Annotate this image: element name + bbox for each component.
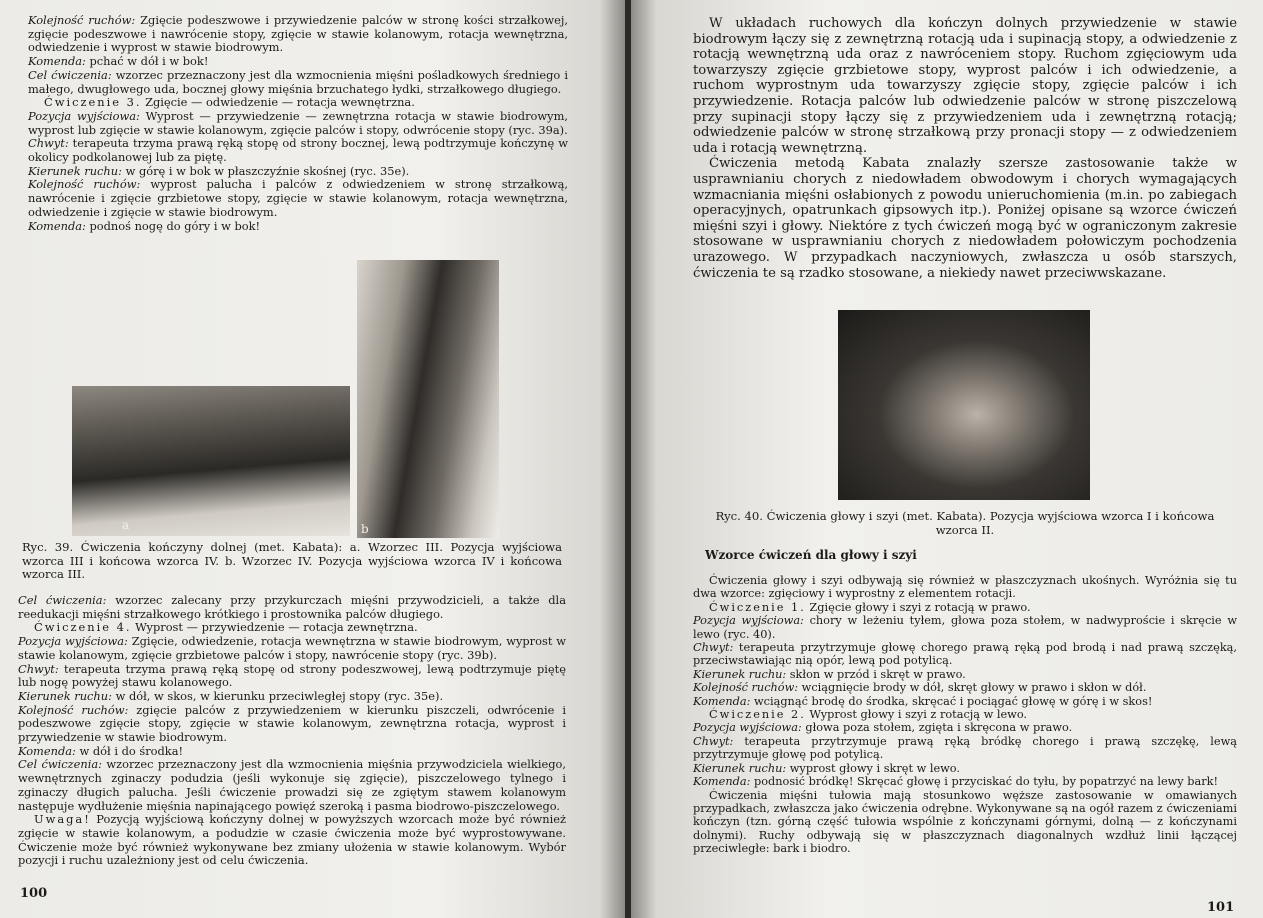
paragraph-label: Chwyt:: [18, 661, 59, 676]
paragraph-text: Zgięcie, odwiedzenie, rotacja wewnętrzna w stawie biodrowym, wyprost w stawie kolanowym, zgięcie grzbietowe palców i stopy, nawrócenie stopy (ryc. 39b).: [18, 634, 567, 662]
paragraph-text: wzorzec zalecany przy przykurczach mięśni przywodzicieli, a także dla reedukacji mięśni strzałkowego krótkiego i prostownika palców długiego.: [18, 593, 566, 621]
paragraph-text: Zgięcie głowy i szyi z rotacją w prawo.: [805, 600, 1031, 614]
paragraph-label: Ćwiczenie 2.: [709, 708, 806, 722]
paragraph-text: w dół i do środka!: [75, 743, 184, 758]
paragraph-label: Kierunek ruchu:: [28, 163, 122, 178]
paragraph-text: Wyprost — przywiedzenie — rotacja zewnętrzna.: [131, 620, 418, 635]
paragraph-text: chory w leżeniu tyłem, głowa poza stołem, w nadwyproście i skręcie w lewo (ryc. 40).: [693, 614, 1237, 641]
paragraph-label: Cel ćwiczenia:: [18, 757, 102, 772]
paragraph-label: Cel ćwiczenia:: [28, 67, 112, 82]
paragraph-text: podnoś nogę do góry i w bok!: [85, 218, 261, 233]
paragraph: [693, 762, 1237, 775]
paragraph-text: pchać w dół i w bok!: [85, 54, 209, 69]
paragraph-label: Cel ćwiczenia:: [18, 593, 107, 607]
paragraph-label: Kolejność ruchów:: [18, 702, 129, 717]
photo-40: [838, 310, 1090, 500]
paragraph-text: terapeuta trzyma prawą ręką stopę od strony bocznej, lewą podtrzymuje kończynę w okolicy podkolanowej lub za piętę.: [28, 136, 568, 165]
paragraph: [28, 14, 568, 55]
paragraph-text: wzorzec przeznaczony jest dla wzmocnienia mięśnia przywodziciela wielkiego, wewnętrznych zginaczy podudzia (jeśli wykonuje się zgięcie), piszczelowego tylnego i zginaczy długich palucha. Jeśli ćwiczenie prowadzi się ze zgiętym stawem kolanowym następuje wydłużenie mięśnia napinającego powięź szeroką i pasma biodrowo-piszczelowego.: [18, 757, 566, 813]
right-page: [631, 0, 1263, 918]
paragraph: [693, 695, 1237, 708]
paragraph: [18, 745, 566, 759]
paragraph-label: Komenda:: [28, 54, 86, 69]
paragraph: [693, 789, 1237, 856]
paragraph: [28, 110, 568, 137]
paragraph-text: w górę i w bok w płaszczyźnie skośnej (ryc. 35e).: [121, 163, 410, 178]
paragraph: [18, 635, 566, 662]
paragraph: [18, 704, 566, 745]
paragraph: [18, 758, 566, 813]
photo-39b: [357, 260, 499, 538]
page-number-right: 101: [1207, 900, 1235, 915]
paragraph-label: Kolejność ruchów:: [28, 13, 136, 27]
paragraph-text: wciągnąć brodę do środka, skręcać i pociągać głowę w górę i w skos!: [750, 694, 1153, 708]
paragraph-label: Kierunek ruchu:: [693, 667, 787, 681]
paragraph-text: terapeuta przytrzymuje prawą ręką bródkę chorego i prawą szczękę, lewą przytrzymuje głowę pod potylicą.: [693, 734, 1237, 762]
paragraph-text: Wyprost głowy i szyi z rotacją w lewo.: [805, 708, 1028, 722]
paragraph-label: Pozycja wyjściowa:: [18, 634, 128, 649]
paragraph: [693, 574, 1237, 601]
paragraph-label: Komenda:: [693, 694, 751, 708]
paragraph-text: głowa poza stołem, zgięta i skręcona w prawo.: [801, 721, 1073, 735]
left-page: [0, 0, 625, 918]
paragraph: [693, 614, 1237, 641]
paragraph: [18, 690, 566, 704]
paragraph: [693, 708, 1237, 721]
paragraph-label: Chwyt:: [28, 136, 69, 151]
paragraph: [693, 721, 1237, 734]
paragraph: [18, 813, 566, 868]
paragraph-label: Ćwiczenie 1.: [709, 600, 806, 614]
paragraph-label: Komenda:: [28, 218, 86, 233]
paragraph-label: Chwyt:: [693, 641, 734, 655]
paragraph-label: Pozycja wyjściowa:: [693, 614, 804, 628]
paragraph-label: Komenda:: [693, 775, 751, 789]
paragraph-text: Zgięcie — odwiedzenie — rotacja wewnętrzna.: [141, 95, 415, 110]
paragraph: [28, 165, 568, 179]
paragraph: [18, 621, 566, 635]
paragraph-text: Ćwiczenia głowy i szyi odbywają się również w płaszczyznach ukośnych. Wyróżnia się tu dwa wzorce: zgięciowy i wyprostny z elementem rotacji.: [693, 574, 1237, 601]
paragraph-label: Kolejność ruchów:: [693, 681, 799, 695]
paragraph: [28, 178, 568, 219]
paragraph-label: Kolejność ruchów:: [28, 177, 141, 192]
paragraph-label: Uwaga!: [34, 812, 91, 827]
paragraph: [28, 69, 568, 96]
paragraph-text: wciągnięcie brody w dół, skręt głowy w prawo i skłon w dół.: [798, 681, 1147, 695]
paragraph-label: Kierunek ruchu:: [693, 761, 787, 775]
paragraph: [693, 735, 1237, 762]
paragraph-text: wzorzec przeznaczony jest dla wzmocnienia mięśni pośladkowych średniego i małego, dwugłowego uda, bocznej głowy mięśnia brzuchatego łydki, strzałkowego długiego.: [28, 67, 568, 96]
paragraph-text: Wyprost — przywiedzenie — zewnętrzna rotacja w stawie biodrowym, wyprost lub zgięcie w stawie kolanowym, zgięcie palców i stopy, odwrócenie stopy (ryc. 39a).: [28, 108, 568, 137]
paragraph-label: Komenda:: [18, 743, 76, 758]
paragraph-text: zgięcie palców z przywiedzeniem w kierunku piszczeli, odwrócenie i podeszwowe zgięcie stopy, zgięcie w stawie kolanowym, zewnętrzna rotacja, wyprost i przywiedzenie w stawie biodrowym.: [18, 702, 566, 745]
paragraph: [28, 55, 568, 69]
paragraph-text: skłon w przód i skręt w prawo.: [786, 667, 966, 681]
paragraph-label: Kierunek ruchu:: [18, 688, 112, 703]
paragraph: [693, 775, 1237, 788]
photo-39a: [72, 386, 350, 536]
paragraph: [693, 601, 1237, 614]
paragraph-text: Ćwiczenia mięśni tułowia mają stosunkowo węższe zastosowanie w omawianych przypadkach, zwłaszcza jako ćwiczenia odrębne. Wykonywane są na ogół razem z ćwiczeniami kończyn (tzn. górną część tułowia wspólnie z kończynami górnymi, dolną — z kończynami dolnymi). Ruchy odbywają się w płaszczyznach diagonalnych wzdłuż linii łączącej przeciwległe: bark i biodro.: [693, 788, 1237, 856]
paragraph-text: w dół, w skos, w kierunku przeciwległej stopy (ryc. 35e).: [111, 688, 444, 703]
photo-letter-a: a: [122, 518, 130, 532]
paragraph: [18, 594, 566, 621]
page-number-left: 100: [20, 886, 48, 901]
right-text-block: [693, 574, 1237, 856]
paragraph-text: terapeuta trzyma prawą ręką stopę od strony podeszwowej, lewą podtrzymuje piętę lub nogę powyżej stawu kolanowego.: [18, 661, 566, 690]
paragraph-text: wyprost głowy i skręt w lewo.: [786, 761, 960, 775]
figure-40-caption: Ryc. 40. Ćwiczenia głowy i szyi (met. Kabata). Pozycja wyjściowa wzorca I i końcowa wzorca II.: [715, 509, 1215, 537]
paragraph-text: terapeuta przytrzymuje głowę chorego prawą ręką pod brodą i nad prawą szczęką, przeciwstawiając nią opór, lewą pod potylicą.: [693, 641, 1237, 668]
paragraph-label: Ćwiczenie 3.: [44, 95, 142, 110]
paragraph-label: Chwyt:: [693, 734, 734, 748]
paragraph-label: Ćwiczenie 4.: [34, 620, 132, 635]
section-heading: Wzorce ćwiczeń dla głowy i szyi: [705, 548, 917, 562]
photo-letter-b: b: [361, 522, 369, 536]
paragraph-label: Pozycja wyjściowa:: [693, 721, 802, 735]
left-text-block-bottom: [18, 594, 566, 868]
intro-paragraph-1: W układach ruchowych dla kończyn dolnych przywiedzenie w stawie biodrowym łączy się z zewnętrzną rotacją uda i supinacją stopy, a odwiedzenie z rotacją wewnętrzną uda oraz z nawróceniem stopy. Ruchom zgięciowym uda towarzyszy zgięcie grzbietowe stopy, wyprost palców i ich odwiedzenie, a ruchom wyprostnym uda towarzyszy zgięcie stopy, zgięcie palców i ich przywiedzenie. Rotacja palców lub odwiedzenie palców w stronę piszczelową przy supinacji stopy łączy się z przywiedzeniem uda i zewnętrzną rotacją; odwiedzenie palców w stronę strzałkową przy pronacji stopy — z odwiedzeniem uda i rotacją wewnętrzną.: [693, 16, 1237, 156]
intro-paragraph-2: Ćwiczenia metodą Kabata znalazły szersze zastosowanie także w usprawnianiu chorych z niedowładem obwodowym i chorych wymagających wzmacniania mięśni osłabionych z powodu unieruchomienia (m.in. po zabiegach operacyjnych, opatrunkach gipsowych itp.). Poniżej opisane są wzorce ćwiczeń mięśni szyi i głowy. Niektóre z tych ćwiczeń mogą być w ograniczonym zakresie stosowane w usprawnianiu chorych z niedowładem połowiczym pochodzenia urazowego. W przypadkach naczyniowych, zwłaszcza u osób starszych, ćwiczenia te są rzadko stosowane, a niekiedy nawet przeciwwskazane.: [693, 156, 1237, 281]
paragraph: [693, 668, 1237, 681]
paragraph: [693, 641, 1237, 668]
left-text-block-top: [28, 14, 568, 233]
figure-39-caption: Ryc. 39. Ćwiczenia kończyny dolnej (met. Kabata): a. Wzorzec III. Pozycja wyjściowa wzorca III i końcowa wzorca IV. b. Wzorzec IV. Pozycja wyjściowa wzorca IV i końcowa wzorca III.: [22, 540, 562, 582]
paragraph-text: podnosić bródkę! Skręcać głowę i przyciskać do tyłu, by popatrzyć na lewy bark!: [750, 775, 1219, 789]
paragraph: [28, 137, 568, 164]
right-intro-text: [693, 16, 1237, 281]
paragraph: [693, 681, 1237, 694]
paragraph: [28, 220, 568, 234]
paragraph-text: wyprost palucha i palców z odwiedzeniem w stronę strzałkową, nawrócenie i zgięcie grzbietowe stopy, zgięcie w stawie kolanowym, rotacja wewnętrzna, odwiedzenie i zgięcie w stawie biodrowym.: [28, 177, 568, 219]
paragraph-label: Pozycja wyjściowa:: [28, 108, 140, 123]
paragraph-text: Pozycją wyjściową kończyny dolnej w powyższych wzorcach może być również zgięcie w stawie kolanowym, a podudzie w czasie ćwiczenia może być wyprostowywane. Ćwiczenie może być również wykonywane bez zmiany ułożenia w stawie kolanowym. Wybór pozycji i ruchu uzależniony jest od celu ćwiczenia.: [18, 812, 566, 868]
paragraph: [28, 96, 568, 110]
paragraph: [18, 663, 566, 690]
paragraph-text: Zgięcie podeszwowe i przywiedzenie palców w stronę kości strzałkowej, zgięcie podeszwowe i nawrócenie stopy, zgięcie w stawie kolanowym, rotacja wewnętrzna, odwiedzenie i wyprost w stawie biodrowym.: [28, 13, 569, 55]
